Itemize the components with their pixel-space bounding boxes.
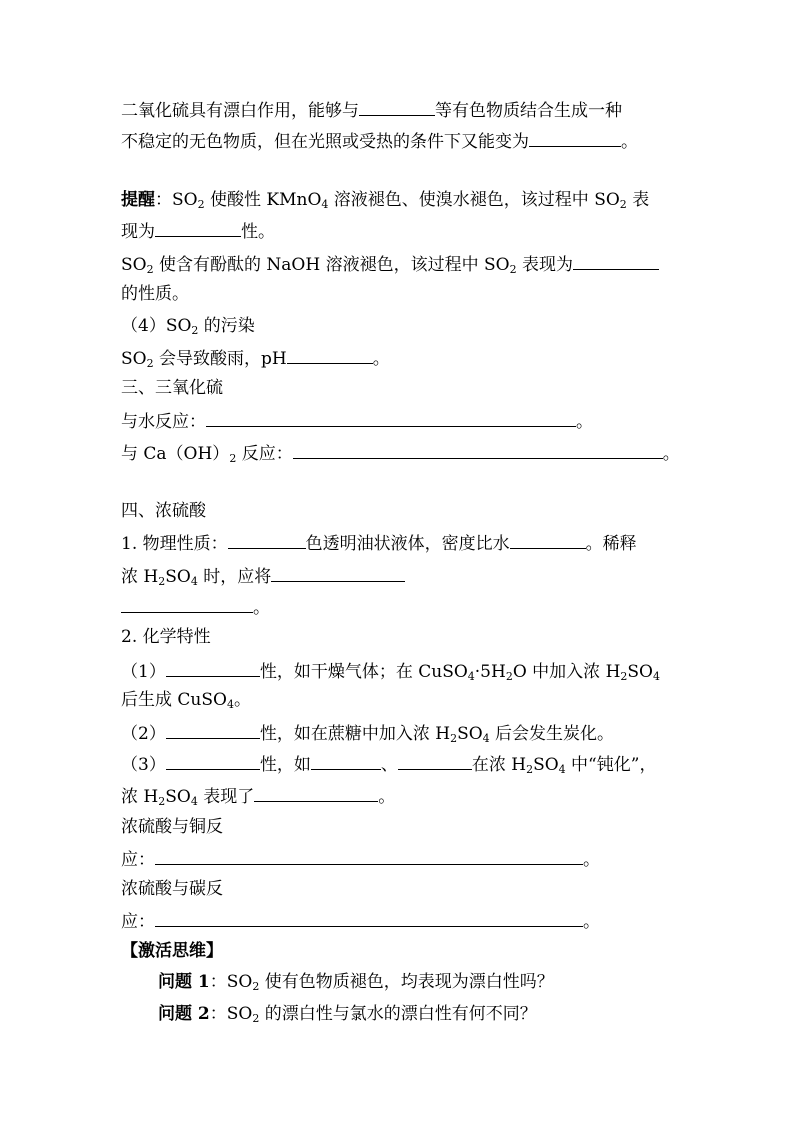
fill-blank[interactable]	[166, 659, 260, 677]
text-line: 与水反应： 。	[121, 409, 593, 433]
fill-blank[interactable]	[166, 752, 260, 770]
question-line: 问题 2：$SO_2$ 的漂白性与氯水的漂白性有何不同？	[158, 1004, 537, 1025]
text-line: 后生成 CuSO$_4$。	[121, 690, 251, 711]
fill-blank[interactable]	[573, 252, 659, 270]
fill-blank[interactable]	[398, 752, 472, 770]
text-line: 不稳定的无色物质，但在光照或受热的条件下又能变为 。	[121, 129, 638, 153]
fill-blank[interactable]	[155, 219, 241, 237]
text-line: $(4)SO_2$ 的污染	[121, 316, 255, 337]
text-line: （1） 性，如干燥气体；在 $CuSO_4\cdot 5H_2O$ 中加入浓 $H_2SO_4$	[121, 659, 660, 685]
fill-blank[interactable]	[359, 98, 435, 116]
text-line: $SO_2$ 会导致酸雨，pH 。	[121, 346, 390, 372]
fill-blank[interactable]	[510, 531, 586, 549]
text-line: 的性质。	[121, 284, 189, 304]
fill-blank[interactable]	[228, 531, 306, 549]
text-line: 提醒：$SO_2$ 使酸性 KMnO$_4$ 溶液褪色、使溴水褪色，该过程中 $SO_2$ 表	[121, 190, 650, 211]
text-line: （2） 性，如在蔗糖中加入浓 $H_2SO_4$ 后会发生炭化。	[121, 721, 614, 747]
text-line: 浓 $H_2SO_4$ 时，应将	[121, 564, 405, 590]
fill-blank[interactable]	[529, 129, 621, 147]
section-heading: 三、三氧化硫	[121, 378, 223, 398]
section-heading: 【激活思维】	[121, 941, 223, 961]
fill-blank[interactable]	[287, 346, 373, 364]
fill-blank[interactable]	[155, 847, 583, 865]
fill-blank[interactable]	[311, 752, 381, 770]
text-line: 应： 。	[121, 847, 600, 871]
fill-blank[interactable]	[166, 721, 260, 739]
question-line: 问题 1：$SO_2$ 使有色物质褪色，均表现为漂白性吗？	[158, 972, 554, 993]
section-heading: 2. 化学特性	[121, 627, 211, 647]
text-line: 二氧化硫具有漂白作用，能够与 等有色物质结合生成一种	[121, 98, 622, 122]
fill-blank[interactable]	[155, 909, 583, 927]
text-line: 浓硫酸与碳反	[121, 879, 223, 899]
text-line: 1. 物理性质： 色透明油状液体，密度比水 。稀释	[121, 531, 637, 555]
reminder-label: 提醒	[121, 190, 155, 210]
text-line: 。	[121, 595, 270, 619]
text-line: $SO_2$ 使含有酚酞的 NaOH 溶液褪色，该过程中 $SO_2$ 表现为	[121, 252, 659, 278]
text-line: 应： 。	[121, 909, 600, 933]
fill-blank[interactable]	[206, 409, 576, 427]
text-line: （3） 性，如 、 在浓 $H_2SO_4$ 中“钝化”，	[121, 752, 656, 778]
fill-blank[interactable]	[254, 784, 378, 802]
fill-blank[interactable]	[121, 595, 253, 613]
fill-blank[interactable]	[293, 441, 663, 459]
text-line: 浓 $H_2SO_4$ 表现了 。	[121, 784, 395, 810]
text-line: 与 $Ca(OH)_2$ 反应： 。	[121, 441, 680, 467]
section-heading: 四、浓硫酸	[121, 501, 206, 521]
fill-blank[interactable]	[271, 564, 405, 582]
text-line: 现为 性。	[121, 219, 275, 243]
text-line: 浓硫酸与铜反	[121, 817, 223, 837]
